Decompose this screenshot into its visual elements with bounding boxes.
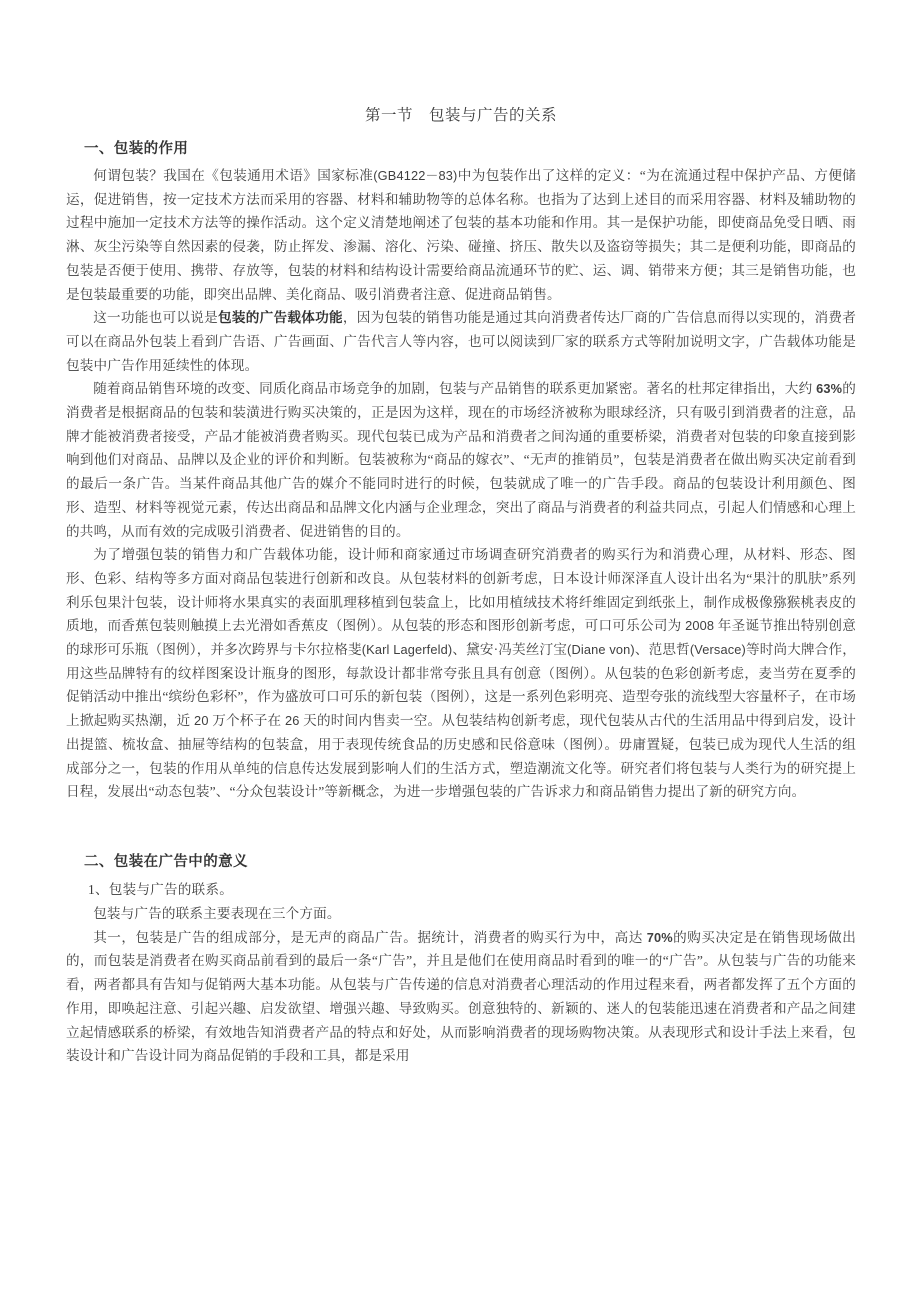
paragraph-1: 何谓包装？我国在《包装通用术语》国家标准(GB4122－83)中为包装作出了这样的定义：“为在流通过程中保护产品、方便储运，促进销售，按一定技术方法而采用的容器、材料和辅助物等的总体名称。也指为了达到上述目的而采用容器、材料及辅助物的过程中施加一定技术方法等的操作活动。这个定义清楚地阐述了包装的基本功能和作用。其一是保护功能，即使商品免受日晒、雨淋、灰尘污染等自然因素的侵袭，防止挥发、渗漏、溶化、污染、碰撞、挤压、散失以及盗窃等损失；其二是便利功能，即商品的包装是否便于使用、携带、存放等，包装的材料和结构设计需要给商品流通环节的贮、运、调、销带来方便；其三是销售功能，也是包装最重要的功能，即突出品牌、美化商品、吸引消费者注意、促进商品销售。 (66, 168, 856, 302)
numeric-value-emphasis: 63% (816, 381, 843, 397)
numeric-value: 26 (284, 713, 300, 729)
page-content (66, 102, 856, 1068)
emphasis-text: 包装的广告载体功能 (218, 310, 343, 326)
section-heading-1: 一、包装的作用 (84, 141, 189, 157)
numeric-value: 2008 (685, 618, 715, 634)
latin-term: (GB4122－83) (373, 168, 458, 183)
paragraph-2: 这一功能也可以说是包装的广告载体功能，因为包装的销售功能是通过其向消费者传达厂商的广告信息而得以实现的，消费者可以在商品外包装上看到广告语、广告画面、广告代言人等内容，也可以阅读到厂家的联系方式等附加说明文字，广告载体功能是包装中广告作用延续性的体现。 (66, 310, 856, 373)
latin-term: (Versace) (689, 642, 746, 658)
numeric-value: 20 (194, 713, 209, 729)
numeric-value-emphasis: 70% (646, 929, 673, 945)
paragraph-4: 为了增强包装的销售力和广告载体功能，设计师和商家通过市场调查研究消费者的购买行为和消费心理，从材料、形态、图形、色彩、结构等多方面对商品包装进行创新和改良。从包装材料的创新考虑，日本设计师深泽直人设计出名为“果汁的肌肤”系列利乐包果汁包装，设计师将水果真实的表面肌理移植到包装盒上，比如用植绒技术将纤维固定到纸张上，制作成极像猕猴桃表皮的质地，而香蕉包装则触摸上去光滑如香蕉皮（图例）。从包装的形态和图形创新考虑，可口可乐公司为 2008 年圣诞节推出特别创意的球形可乐瓶（图例），并多次跨界与卡尔拉格斐(Karl Lagerfeld)、黛安·冯芙丝汀宝(Diane von)、范思哲(Versace)等时尚大牌合作，用这些品牌特有的纹样图案设计瓶身的图形，每款设计都非常夸张且具有创意（图例）。从包装的色彩创新考虑，麦当劳在夏季的促销活动中推出“缤纷色彩杯”，作为盛放可口可乐的新包装（图例），这是一系列色彩明亮、造型夸张的流线型大容量杯子，在市场上掀起购买热潮，近 20 万个杯子在 26 天的时间内售卖一空。从包装结构创新考虑，现代包装从古代的生活用品中得到启发，设计出提篮、梳妆盒、抽屉等结构的包装盒，用于表现传统食品的历史感和民俗意味（图例）。毋庸置疑，包装已成为现代人生活的组成部分之一，包装的作用从单纯的信息传达发展到影响人们的生活方式，塑造潮流文化等。研究者们将包装与人类行为的研究提上日程，发展出“动态包装”、“分众包装设计”等新概念，为进一步增强包装的广告诉求力和商品销售力提出了新的研究方向。 (66, 547, 856, 800)
paragraph-5: 包装与广告的联系主要表现在三个方面。 (93, 905, 341, 921)
section-heading-2: 二、包装在广告中的意义 (84, 853, 248, 870)
page-title: 第一节 包装与广告的关系 (364, 107, 557, 124)
sub-heading-1: 1、包装与广告的联系。 (88, 881, 234, 897)
latin-term: (Karl Lagerfeld) (361, 642, 453, 658)
paragraph-6: 其一，包装是广告的组成部分，是无声的商品广告。据统计，消费者的购买行为中，高达 70%的购买决定是在销售现场做出的，而包装是消费者在购买商品前看到的最后一条“广告”，并且是他们在使用商品时看到的唯一的“广告”。从包装与广告的功能来看，两者都具有告知与促销两大基本功能。从包装与广告传递的信息对消费者心理活动的作用过程来看，两者都发挥了五个方面的作用，即唤起注意、引起兴趣、启发欲望、增强兴趣、导致购买。创意独特的、新颖的、迷人的包装能迅速在消费者和产品之间建立起情感联系的桥梁，有效地告知消费者产品的特点和好处，从而影响消费者的现场购物决策。从表现形式和设计手法上来看，包装设计和广告设计同为商品促销的手段和工具，都是采用 (66, 929, 856, 1064)
latin-term: (Diane von) (567, 642, 635, 658)
paragraph-3: 随着商品销售环境的改变、同质化商品市场竞争的加剧，包装与产品销售的联系更加紧密。著名的杜邦定律指出，大约 63%的消费者是根据商品的包装和装潢进行购买决策的，正是因为这样，现在的市场经济被称为眼球经济，只有吸引到消费者的注意，品牌才能被消费者接受，产品才能被消费者购买。现代包装已成为产品和消费者之间沟通的重要桥梁，消费者对包装的印象直接到影响到他们对商品、品牌以及企业的评价和判断。包装被称为“商品的嫁衣”、“无声的推销员”，包装是消费者在做出购买决定前看到的最后一条广告。当某件商品其他广告的媒介不能同时进行的时候，包装就成了唯一的广告手段。商品的包装设计利用颜色、图形、造型、材料等视觉元素，传达出商品和品牌文化内涵与企业理念，突出了商品与消费者的利益共同点，引起人们情感和心理上的共鸣，从而有效的完成吸引消费者、促进销售的目的。 (66, 381, 856, 539)
